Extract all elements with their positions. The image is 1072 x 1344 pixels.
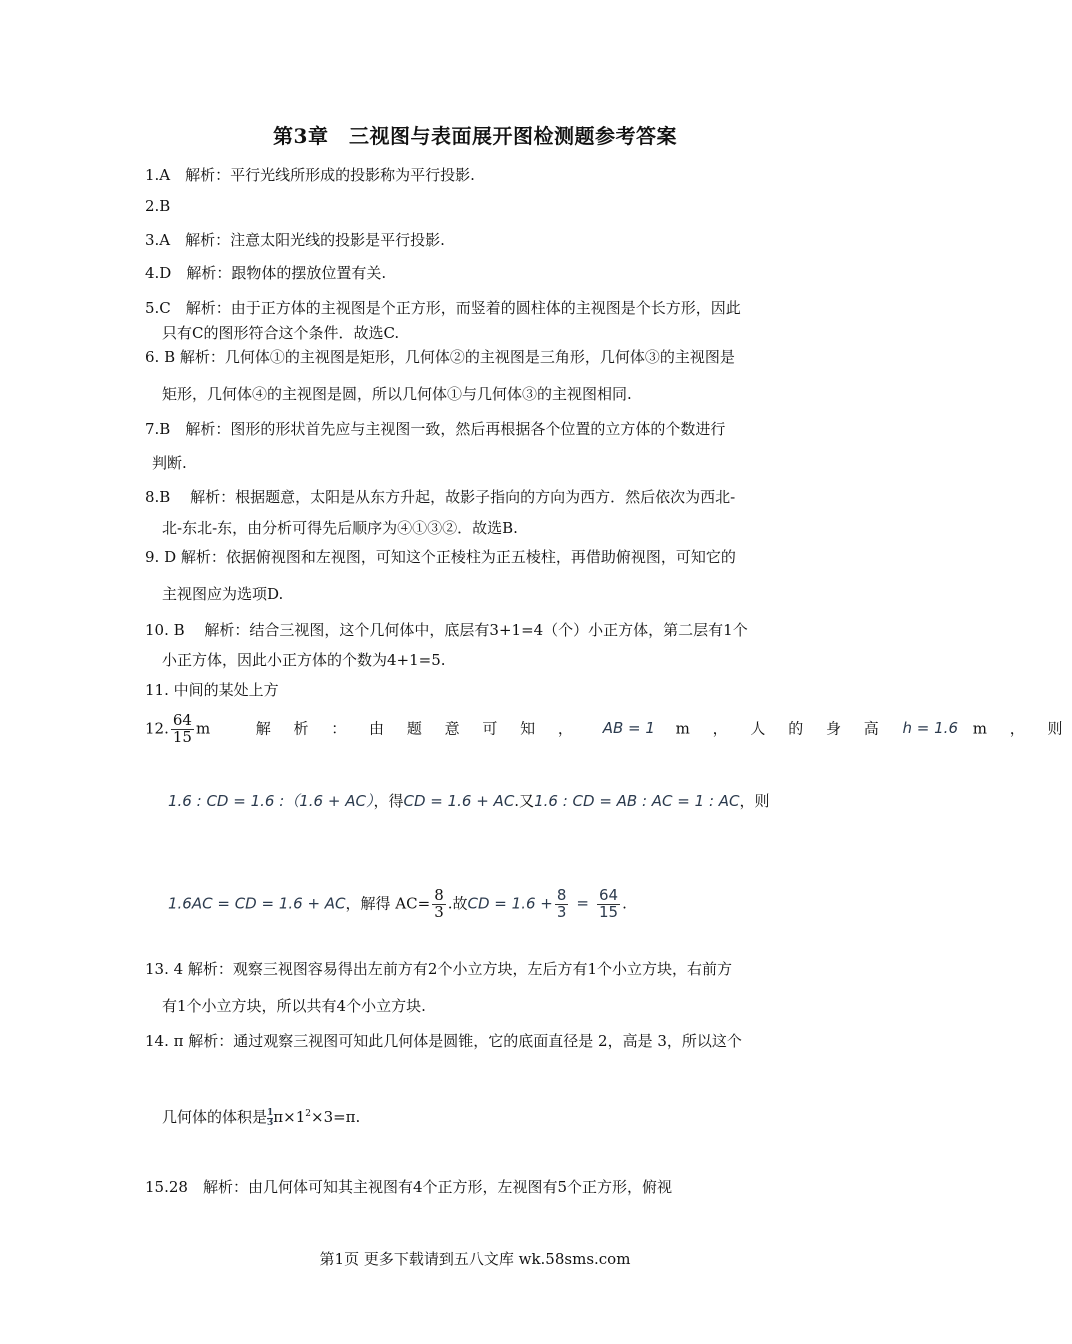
answer-12-number: 12. xyxy=(145,719,169,738)
answer-5-line-2: 只有C的图形符合这个条件．故选C. xyxy=(162,324,400,342)
formula-ab: AB = 1 xyxy=(602,719,655,738)
answer-9-line-2: 主视图应为选项D. xyxy=(162,585,284,603)
answer-8-line-2: 北-东北-东，由分析可得先后顺序为④①③②．故选B. xyxy=(162,519,518,537)
answer-12-height-text: m ， 人 的 身 高 xyxy=(675,719,888,738)
formula-cd: CD = 1.6 + AC xyxy=(403,792,515,810)
answer-6-line-2: 矩形，几何体④的主视图是圆，所以几何体①与几何体③的主视图相同. xyxy=(162,385,632,403)
answer-5-line-1: 5.C 解析：由于正方体的主视图是个正方形，而竖着的圆柱体的主视图是个长方形，因此 xyxy=(145,299,741,317)
answer-7-line-2: 判断. xyxy=(152,454,187,472)
answer-6-line-1: 6. B 解析：几何体①的主视图是矩形，几何体②的主视图是三角形，几何体③的主视图是 xyxy=(145,348,735,366)
formula-ratio-2: 1.6 : CD = AB : AC = 1 : AC xyxy=(534,792,740,810)
answer-12-line-2 xyxy=(168,790,770,811)
answer-13-line-2: 有1个小立方块，所以共有4个小立方块. xyxy=(162,997,426,1015)
answer-14-expr-b: ×3=π. xyxy=(311,1108,361,1126)
answer-3: 3.A 解析：注意太阳光线的投影是平行投影. xyxy=(145,231,445,249)
fraction-8-3-b: $\frac{8}{3}$ xyxy=(556,886,567,921)
formula-cd-sum: CD = 1.6 + xyxy=(467,894,553,913)
page-footer: 第1页 更多下载请到五八文库 wk.58sms.com xyxy=(319,1250,631,1268)
answer-12-ze: ，则 xyxy=(739,792,770,810)
answer-14-line-2 xyxy=(162,1106,360,1128)
answer-1: 1.A 解析：平行光线所形成的投影称为平行投影. xyxy=(145,166,475,184)
answer-12-then: m ， 则 xyxy=(972,719,1072,738)
answer-15: 15.28 解析：由几何体可知其主视图有4个正方形，左视图有5个正方形，俯视 xyxy=(145,1178,673,1196)
fraction-8-3-a: $\frac{8}{3}$ xyxy=(434,886,444,921)
answer-12-gu: .故 xyxy=(447,894,468,913)
formula-h: h = 1.6 xyxy=(902,719,958,738)
answer-10-line-1: 10. B 解析：结合三视图，这个几何体中，底层有3+1=4（个）小正方体，第二层有1个 xyxy=(145,621,748,639)
answer-12-end: . xyxy=(622,894,627,913)
answer-10-line-2: 小正方体，因此小正方体的个数为4+1=5. xyxy=(162,651,446,669)
answer-13-line-1: 13. 4 解析：观察三视图容易得出左前方有2个小立方块，左后方有1个小立方块，右前方 xyxy=(145,960,733,978)
answer-12-line-3 xyxy=(168,888,627,921)
answer-14-pre: 几何体的体积是 xyxy=(162,1108,268,1126)
answer-14-line-1: 14. π 解析：通过观察三视图可知此几何体是圆锥，它的底面直径是 2，高是 3，所以这个 xyxy=(145,1032,742,1050)
answer-12-fraction: $\frac{64}{15}$ xyxy=(172,711,192,746)
answer-12-you: .又 xyxy=(514,792,535,810)
answer-12-line-1 xyxy=(145,713,1072,746)
fraction-64-15: $\frac{64}{15}$ xyxy=(598,886,619,921)
answer-14-exponent: 2 xyxy=(305,1109,311,1119)
answer-12-intro: 解 析 ： 由 题 意 可 知 ， xyxy=(255,719,582,738)
formula-solve: 1.6AC = CD = 1.6 + AC xyxy=(168,894,346,913)
fraction-1-3: $\frac{1}{3}$ xyxy=(267,1107,274,1128)
answer-12-unit: m xyxy=(195,719,211,738)
page-title: 第3章 三视图与表面展开图检测题参考答案 xyxy=(273,124,677,148)
answer-2: 2.B xyxy=(145,197,171,215)
answer-7-line-1: 7.B 解析：图形的形状首先应与主视图一致，然后再根据各个位置的立方体的个数进行 xyxy=(145,420,726,438)
equals-sign: = xyxy=(576,894,589,913)
answer-8-line-1: 8.B 解析：根据题意，太阳是从东方升起，故影子指向的方向为西方．然后依次为西北- xyxy=(145,488,736,506)
answer-9-line-1: 9. D 解析：依据俯视图和左视图，可知这个正棱柱为正五棱柱，再借助俯视图，可知它的 xyxy=(145,548,736,566)
answer-11: 11. 中间的某处上方 xyxy=(145,681,279,699)
formula-ratio-1: 1.6 : CD = 1.6 :（1.6 + AC） xyxy=(168,792,374,810)
answer-4: 4.D 解析：跟物体的摆放位置有关. xyxy=(145,264,387,282)
answer-12-jiede: ，解得 AC= xyxy=(345,894,431,913)
answer-12-de: ，得 xyxy=(373,792,404,810)
answer-14-expr-a: π×1 xyxy=(273,1108,306,1126)
